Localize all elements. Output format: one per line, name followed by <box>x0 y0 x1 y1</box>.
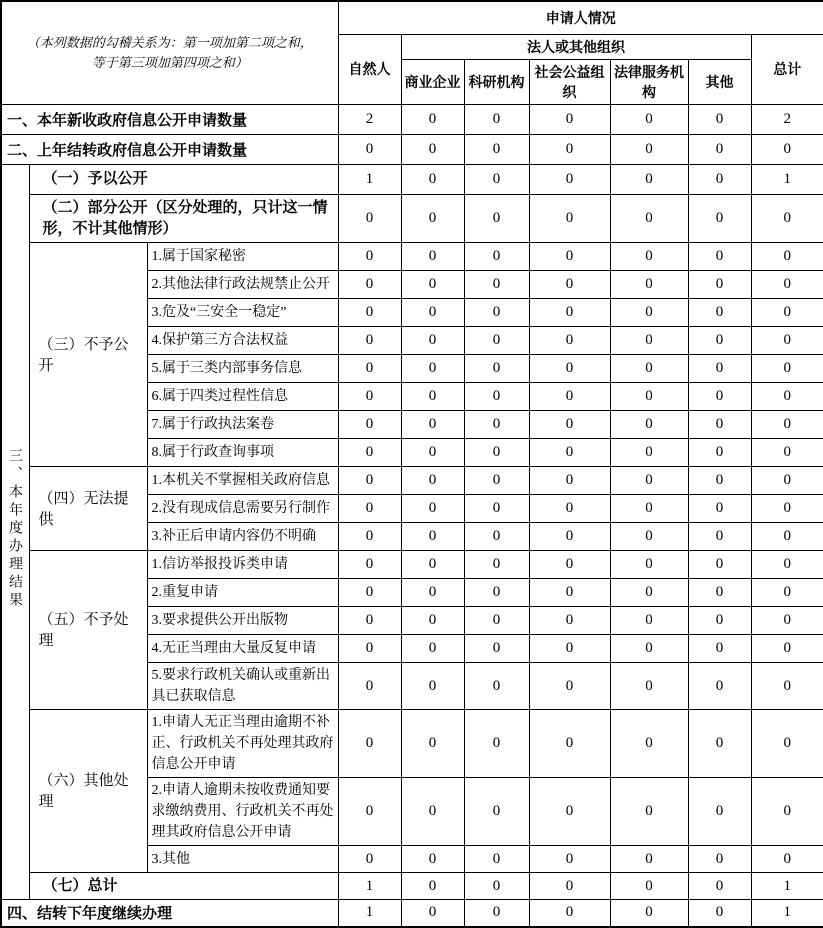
cell-value: 0 <box>464 355 529 383</box>
cell-value: 0 <box>610 663 688 710</box>
cell-value: 0 <box>401 579 464 607</box>
cell-value: 0 <box>688 194 751 243</box>
cell-value: 0 <box>401 467 464 495</box>
cell-value: 0 <box>610 635 688 663</box>
cell-value: 0 <box>401 495 464 523</box>
row-label: 4.保护第三方合法权益 <box>147 327 338 355</box>
cell-value: 0 <box>464 846 529 873</box>
table-row <box>1 710 823 778</box>
cell-value: 0 <box>688 271 751 299</box>
cell-value: 0 <box>529 873 610 900</box>
cell-value: 0 <box>464 900 529 927</box>
cell-value: 0 <box>529 411 610 439</box>
cell-value: 0 <box>688 164 751 194</box>
cell-value: 0 <box>529 635 610 663</box>
cell-value: 0 <box>338 383 401 411</box>
cell-value: 0 <box>464 439 529 467</box>
cell-value: 1 <box>338 873 401 900</box>
cell-value: 0 <box>338 495 401 523</box>
cell-value: 0 <box>688 551 751 579</box>
cell-value: 0 <box>610 104 688 134</box>
row-label: 4.无正当理由大量反复申请 <box>147 635 338 663</box>
cell-value: 0 <box>338 635 401 663</box>
cell-value: 0 <box>751 383 823 411</box>
cell-value: 0 <box>464 411 529 439</box>
cell-value: 0 <box>529 383 610 411</box>
cell-value: 0 <box>401 635 464 663</box>
cell-value: 0 <box>338 327 401 355</box>
cell-value: 0 <box>401 523 464 551</box>
cell-value: 0 <box>529 663 610 710</box>
cell-value: 0 <box>688 900 751 927</box>
cell-value: 0 <box>338 355 401 383</box>
cell-value: 0 <box>338 411 401 439</box>
cell-value: 0 <box>610 164 688 194</box>
cell-value: 0 <box>338 134 401 164</box>
cell-value: 0 <box>688 439 751 467</box>
cell-value: 0 <box>401 134 464 164</box>
cell-value: 0 <box>751 710 823 778</box>
row-label: （七）总计 <box>29 873 338 900</box>
cell-value: 1 <box>338 164 401 194</box>
row-label: 四、结转下年度继续办理 <box>1 900 338 927</box>
cell-value: 0 <box>338 846 401 873</box>
cell-value: 0 <box>610 579 688 607</box>
header-col-total: 总计 <box>751 34 823 104</box>
cell-value: 0 <box>610 411 688 439</box>
row-label: 二、上年结转政府信息公开申请数量 <box>1 134 338 164</box>
cell-value: 2 <box>751 104 823 134</box>
cell-value: 0 <box>464 467 529 495</box>
cell-value: 0 <box>610 467 688 495</box>
row-label: 2.申请人逾期未按收费通知要求缴纳费用、行政机关不再处理其政府信息公开申请 <box>147 778 338 846</box>
table-row <box>1 900 823 927</box>
cell-value: 0 <box>751 663 823 710</box>
cell-value: 0 <box>464 607 529 635</box>
cell-value: 0 <box>529 710 610 778</box>
cell-value: 0 <box>401 383 464 411</box>
cell-value: 0 <box>529 778 610 846</box>
cell-value: 0 <box>338 607 401 635</box>
table-row <box>1 134 823 164</box>
cell-value: 0 <box>688 579 751 607</box>
cell-value: 0 <box>688 663 751 710</box>
cell-value: 0 <box>529 104 610 134</box>
cell-value: 0 <box>464 327 529 355</box>
cell-value: 0 <box>338 299 401 327</box>
cell-value: 0 <box>464 873 529 900</box>
row-label: 1.信访举报投诉类申请 <box>147 551 338 579</box>
group-label-unable-to-provide: （四）无法提供 <box>29 467 147 551</box>
cell-value: 0 <box>688 134 751 164</box>
cell-value: 0 <box>464 663 529 710</box>
table-row <box>1 551 823 579</box>
cell-value: 0 <box>529 194 610 243</box>
group-label-not-processed: （五）不予处理 <box>29 551 147 710</box>
cell-value: 0 <box>751 846 823 873</box>
row-label: （二）部分公开（区分处理的，只计这一情形，不计其他情形） <box>29 194 338 243</box>
cell-value: 0 <box>401 607 464 635</box>
cell-value: 0 <box>688 411 751 439</box>
cell-value: 0 <box>688 846 751 873</box>
cell-value: 0 <box>751 271 823 299</box>
cell-value: 0 <box>751 607 823 635</box>
cell-value: 0 <box>610 778 688 846</box>
header-col-legal-service-org: 法律服务机构 <box>610 59 688 104</box>
row-label: 2.没有现成信息需要另行制作 <box>147 495 338 523</box>
row-label: 2.其他法律行政法规禁止公开 <box>147 271 338 299</box>
cell-value: 0 <box>610 194 688 243</box>
cell-value: 0 <box>688 523 751 551</box>
row-label: 6.属于四类过程性信息 <box>147 383 338 411</box>
header-col-public-welfare-org: 社会公益组织 <box>529 59 610 104</box>
cell-value: 0 <box>338 523 401 551</box>
cell-value: 0 <box>529 467 610 495</box>
cell-value: 0 <box>464 104 529 134</box>
header-natural-person: 自然人 <box>338 34 401 104</box>
cell-value: 0 <box>401 778 464 846</box>
cell-value: 0 <box>401 551 464 579</box>
cell-value: 0 <box>610 134 688 164</box>
cell-value: 0 <box>751 299 823 327</box>
cell-value: 0 <box>529 846 610 873</box>
cell-value: 0 <box>751 243 823 271</box>
cell-value: 0 <box>751 134 823 164</box>
row-label: 3.危及“三安全一稳定” <box>147 299 338 327</box>
cell-value: 0 <box>610 327 688 355</box>
note-line-2: 等于第三项加第四项之和） <box>91 54 248 70</box>
note-cell <box>1 1 338 104</box>
cell-value: 0 <box>464 134 529 164</box>
row-label: 1.属于国家秘密 <box>147 243 338 271</box>
cell-value: 0 <box>401 411 464 439</box>
cell-value: 0 <box>464 164 529 194</box>
cell-value: 1 <box>751 164 823 194</box>
cell-value: 0 <box>464 551 529 579</box>
section-annual-results-cell <box>1 164 29 900</box>
cell-value: 0 <box>529 164 610 194</box>
cell-value: 0 <box>529 271 610 299</box>
cell-value: 0 <box>751 411 823 439</box>
cell-value: 0 <box>338 710 401 778</box>
cell-value: 0 <box>529 299 610 327</box>
cell-value: 0 <box>529 243 610 271</box>
row-label: （一）予以公开 <box>29 164 338 194</box>
cell-value: 0 <box>751 355 823 383</box>
cell-value: 0 <box>688 873 751 900</box>
cell-value: 0 <box>401 104 464 134</box>
cell-value: 0 <box>610 900 688 927</box>
cell-value: 0 <box>401 194 464 243</box>
row-label: 3.补正后申请内容仍不明确 <box>147 523 338 551</box>
cell-value: 0 <box>464 710 529 778</box>
row-label: 7.属于行政执法案卷 <box>147 411 338 439</box>
cell-value: 0 <box>338 194 401 243</box>
cell-value: 0 <box>610 846 688 873</box>
cell-value: 0 <box>688 327 751 355</box>
cell-value: 0 <box>464 495 529 523</box>
row-label: 1.本机关不掌握相关政府信息 <box>147 467 338 495</box>
cell-value: 1 <box>751 873 823 900</box>
cell-value: 0 <box>401 299 464 327</box>
table-row <box>1 104 823 134</box>
cell-value: 0 <box>401 243 464 271</box>
cell-value: 0 <box>338 551 401 579</box>
cell-value: 0 <box>610 383 688 411</box>
header-col-other: 其他 <box>688 59 751 104</box>
cell-value: 0 <box>338 663 401 710</box>
cell-value: 0 <box>688 355 751 383</box>
cell-value: 0 <box>464 271 529 299</box>
cell-value: 0 <box>688 635 751 663</box>
cell-value: 0 <box>610 607 688 635</box>
table-row <box>1 194 823 243</box>
cell-value: 0 <box>401 271 464 299</box>
cell-value: 0 <box>529 900 610 927</box>
cell-value: 0 <box>401 663 464 710</box>
row-label: 一、本年新收政府信息公开申请数量 <box>1 104 338 134</box>
cell-value: 0 <box>751 778 823 846</box>
cell-value: 0 <box>751 194 823 243</box>
group-label-not-disclosed: （三）不予公开 <box>29 243 147 467</box>
cell-value: 1 <box>338 900 401 927</box>
row-label: 1.申请人无正当理由逾期不补正、行政机关不再处理其政府信息公开申请 <box>147 710 338 778</box>
cell-value: 0 <box>464 635 529 663</box>
cell-value: 0 <box>688 243 751 271</box>
cell-value: 0 <box>688 104 751 134</box>
cell-value: 0 <box>529 439 610 467</box>
cell-value: 0 <box>688 778 751 846</box>
cell-value: 0 <box>464 778 529 846</box>
cell-value: 0 <box>464 194 529 243</box>
cell-value: 0 <box>610 523 688 551</box>
header-col-research-institution: 科研机构 <box>464 59 529 104</box>
cell-value: 0 <box>751 327 823 355</box>
cell-value: 0 <box>751 523 823 551</box>
cell-value: 0 <box>610 355 688 383</box>
cell-value: 0 <box>751 635 823 663</box>
row-label: 3.要求提供公开出版物 <box>147 607 338 635</box>
header-legal-or-other-org: 法人或其他组织 <box>401 34 751 59</box>
cell-value: 0 <box>751 467 823 495</box>
cell-value: 0 <box>529 579 610 607</box>
cell-value: 0 <box>529 327 610 355</box>
cell-value: 0 <box>401 164 464 194</box>
note-line-1: （本列数据的勾稽关系为：第一项加第二项之和， <box>26 35 313 51</box>
table-row <box>1 467 823 495</box>
cell-value: 0 <box>338 271 401 299</box>
cell-value: 0 <box>529 551 610 579</box>
cell-value: 0 <box>751 579 823 607</box>
cell-value: 0 <box>338 439 401 467</box>
cell-value: 0 <box>464 383 529 411</box>
cell-value: 0 <box>529 495 610 523</box>
cell-value: 0 <box>401 355 464 383</box>
row-label: 2.重复申请 <box>147 579 338 607</box>
cell-value: 0 <box>688 383 751 411</box>
cell-value: 0 <box>464 243 529 271</box>
cell-value: 0 <box>464 523 529 551</box>
cell-value: 0 <box>688 467 751 495</box>
cell-value: 0 <box>610 873 688 900</box>
cell-value: 0 <box>610 243 688 271</box>
cell-value: 0 <box>688 607 751 635</box>
cell-value: 0 <box>610 495 688 523</box>
cell-value: 0 <box>401 327 464 355</box>
cell-value: 1 <box>751 900 823 927</box>
cell-value: 0 <box>338 778 401 846</box>
cell-value: 0 <box>688 495 751 523</box>
row-label: 8.属于行政查询事项 <box>147 439 338 467</box>
cell-value: 0 <box>464 299 529 327</box>
row-label: 5.要求行政机关确认或重新出具已获取信息 <box>147 663 338 710</box>
cell-value: 0 <box>401 873 464 900</box>
cell-value: 0 <box>338 467 401 495</box>
cell-value: 0 <box>751 439 823 467</box>
section-annual-results-label: 三、本年度办理结果 <box>7 448 24 611</box>
cell-value: 0 <box>751 495 823 523</box>
group-label-other-processing: （六）其他处理 <box>29 710 147 873</box>
table-row <box>1 164 823 194</box>
row-label: 5.属于三类内部事务信息 <box>147 355 338 383</box>
row-label: 3.其他 <box>147 846 338 873</box>
cell-value: 0 <box>610 271 688 299</box>
cell-value: 0 <box>401 846 464 873</box>
cell-value: 0 <box>688 710 751 778</box>
cell-value: 0 <box>529 355 610 383</box>
table-row <box>1 243 823 271</box>
cell-value: 0 <box>610 439 688 467</box>
cell-value: 0 <box>688 299 751 327</box>
header-col-business-enterprise: 商业企业 <box>401 59 464 104</box>
cell-value: 0 <box>338 243 401 271</box>
cell-value: 0 <box>401 710 464 778</box>
cell-value: 2 <box>338 104 401 134</box>
cell-value: 0 <box>529 523 610 551</box>
cell-value: 0 <box>401 439 464 467</box>
header-applicant-situation: 申请人情况 <box>338 1 823 34</box>
cell-value: 0 <box>610 710 688 778</box>
cell-value: 0 <box>529 134 610 164</box>
cell-value: 0 <box>610 299 688 327</box>
table-row <box>1 873 823 900</box>
cell-value: 0 <box>338 579 401 607</box>
cell-value: 0 <box>610 551 688 579</box>
cell-value: 0 <box>529 607 610 635</box>
cell-value: 0 <box>401 900 464 927</box>
cell-value: 0 <box>464 579 529 607</box>
cell-value: 0 <box>751 551 823 579</box>
